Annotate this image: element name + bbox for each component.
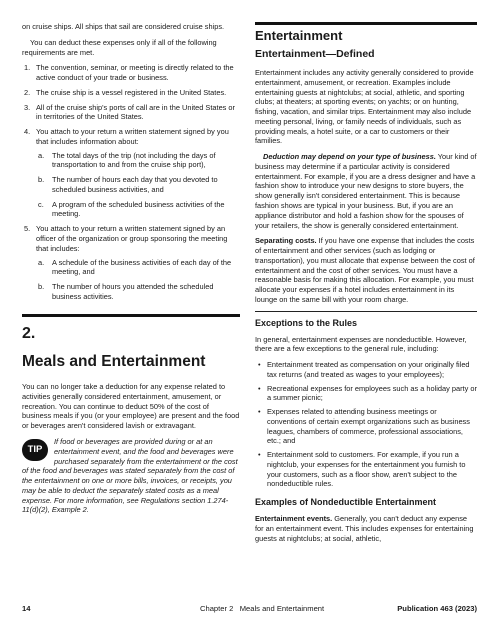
item-text: The total days of the trip (not including the days of transportation to and from the cruise ship port), [52,150,216,170]
chapter-name: Meals and Entertainment [239,604,325,613]
chapter-number: 2. [22,324,36,342]
tip-text: If food or beverages are provided during or at an entertainment event, and the food and beverages were purchased separately from the entertainment or the cost of the food and beverages was stated separately from the cost of the entertainment on one or more bills, invoices, or receipts, you may be able to deduct the separately stated costs as a meal expense. For more information, see Regulations section 1.274-11(d)(2), Example 2. [22,437,238,515]
deduction-lead: Deduction may depend on your type of business. [263,152,436,162]
deduction-paragraph [255,152,477,230]
left-column [22,22,240,515]
separating-text: If you have one expense that includes the costs of entertainment and other services (such as lodging or transportation), you must allocate that expense between the cost of entertainment and the cost of other services. You must have a reasonable basis for making this allocation. For example, you must allocate your expenses if a hotel includes entertainment in its lounge on the same bill with your room charge. [255,236,475,304]
list-item [22,103,240,123]
defined-text: Entertainment includes any activity generally considered to provide entertainment, amusement, or recreation. Examples include entertaining guests at nightclubs; at social, athletic, and sporting clubs; at theaters; at sporting events; on yachts; or on hunting, fishing, vacation, and similar trips. Entertainment may also include meeting personal, living, or family needs of individuals, such as providing meals, a hotel suite, or a car to customers or their families. [255,68,474,146]
item-text: You attach to your return a written statement signed by you that includes information about: [36,127,229,146]
list-item [22,224,240,301]
chapter-intro: You can no longer take a deduction for any expense related to activities generally considered entertainment, amusement, or recreation. You can continue to deduct 50% of the cost of business meals if you (or your employee) are present and the food or beverages aren't considered lavish or extravagant. [22,382,240,431]
item-text: The convention, seminar, or meeting is directly related to the active conduct of your trade or business. [36,63,234,83]
sub-list-item [36,200,240,220]
chapter-divider [22,314,240,317]
item-letter: a. [38,257,45,267]
item-text: A program of the scheduled business activities of the meeting. [52,199,225,219]
list-item: • Entertainment sold to customers. For example, if you run a nightclub, your expenses for the entertainment you furnish to your customers, such as a floor show, aren't subject to the nondeductible rules. [255,450,477,489]
publication-label: Publication 463 (2023) [397,604,477,613]
list-item [22,63,240,83]
item-letter: b. [38,282,45,292]
list-item [22,127,240,219]
list-item: • Expenses related to attending business meetings or conventions of certain exempt organizations such as business leagues, chambers of commerce, professional associations, etc.; and [255,407,477,446]
sub-list-item [36,175,240,195]
chapter-label: Chapter 2 [200,604,234,613]
footer-chapter [200,604,324,614]
tip-box [22,437,240,515]
item-letter: c. [38,199,44,209]
item-number: 1. [24,63,31,73]
deduction-text: Your kind of business may determine if a particular activity is considered entertainment. For example, if you are a dress designer and have a fashion show to introduce your new designs to store buyers, the show generally isn't considered entertainment. This is because fashion shows are typical in your business. But, if you are an appliance distributor and hold a fashion show for the spouses of your retailers, the show is generally considered entertainment. [255,152,477,230]
examples-heading: Examples of Nondeductible Entertainment [255,497,437,508]
section-title: Entertainment [255,28,343,43]
item-text: The number of hours each day that you devoted to scheduled business activities, and [52,175,218,194]
item-text: The cruise ship is a vessel registered in the United States. [36,87,227,97]
requirements-list [22,63,240,301]
exceptions-divider [255,311,477,330]
exceptions-list [255,360,477,489]
sub-list-item [36,258,240,278]
events-paragraph [255,514,477,543]
list-item: • Recreational expenses for employees such as a holiday party or a summer picnic; [255,384,477,404]
exceptions-heading: Exceptions to the Rules [255,317,358,328]
sub-list-item [36,151,240,171]
tip-icon: TIP [22,439,48,461]
list-item [22,88,240,98]
sub-list [36,151,240,220]
right-column [255,22,477,549]
item-number: 4. [24,127,31,137]
item-text: You attach to your return a written statement signed by an officer of the organization or group sponsoring the meeting that includes: [36,224,228,253]
item-number: 2. [24,87,31,97]
events-lead: Entertainment events. [255,514,333,524]
defined-heading: Entertainment—Defined [255,48,375,61]
chapter-title: Meals and Entertainment [22,352,206,370]
list-item: • Entertainment treated as compensation on your originally filed tax returns (and treated as wages to your employees); [255,360,477,380]
item-letter: b. [38,175,45,185]
continued-text: on cruise ships. All ships that sail are considered cruise ships. [22,22,225,31]
item-letter: a. [38,150,45,160]
item-text: The number of hours you attended the scheduled business activities. [52,282,214,301]
page-number: 14 [22,604,31,613]
separating-lead: Separating costs. [255,236,317,246]
item-number: 3. [24,102,31,112]
page-footer [22,604,477,614]
requirements-intro: You can deduct these expenses only if all of the following requirements are met. [22,37,217,57]
events-text: Generally, you can't deduct any expense for an entertainment event. This includes expenses for entertaining guests at nightclubs; at social, athletic, [255,514,474,543]
item-number: 5. [24,224,31,234]
separating-paragraph [255,236,477,304]
sub-list [36,258,240,302]
sub-list-item [36,282,240,302]
exceptions-intro: In general, entertainment expenses are nondeductible. However, there are a few exceptions to the general rule, including: [255,334,467,354]
item-text: A schedule of the business activities of each day of the meeting, and [52,257,232,277]
item-text: All of the cruise ship's ports of call are in the United States or in territories of the United States. [36,102,236,122]
